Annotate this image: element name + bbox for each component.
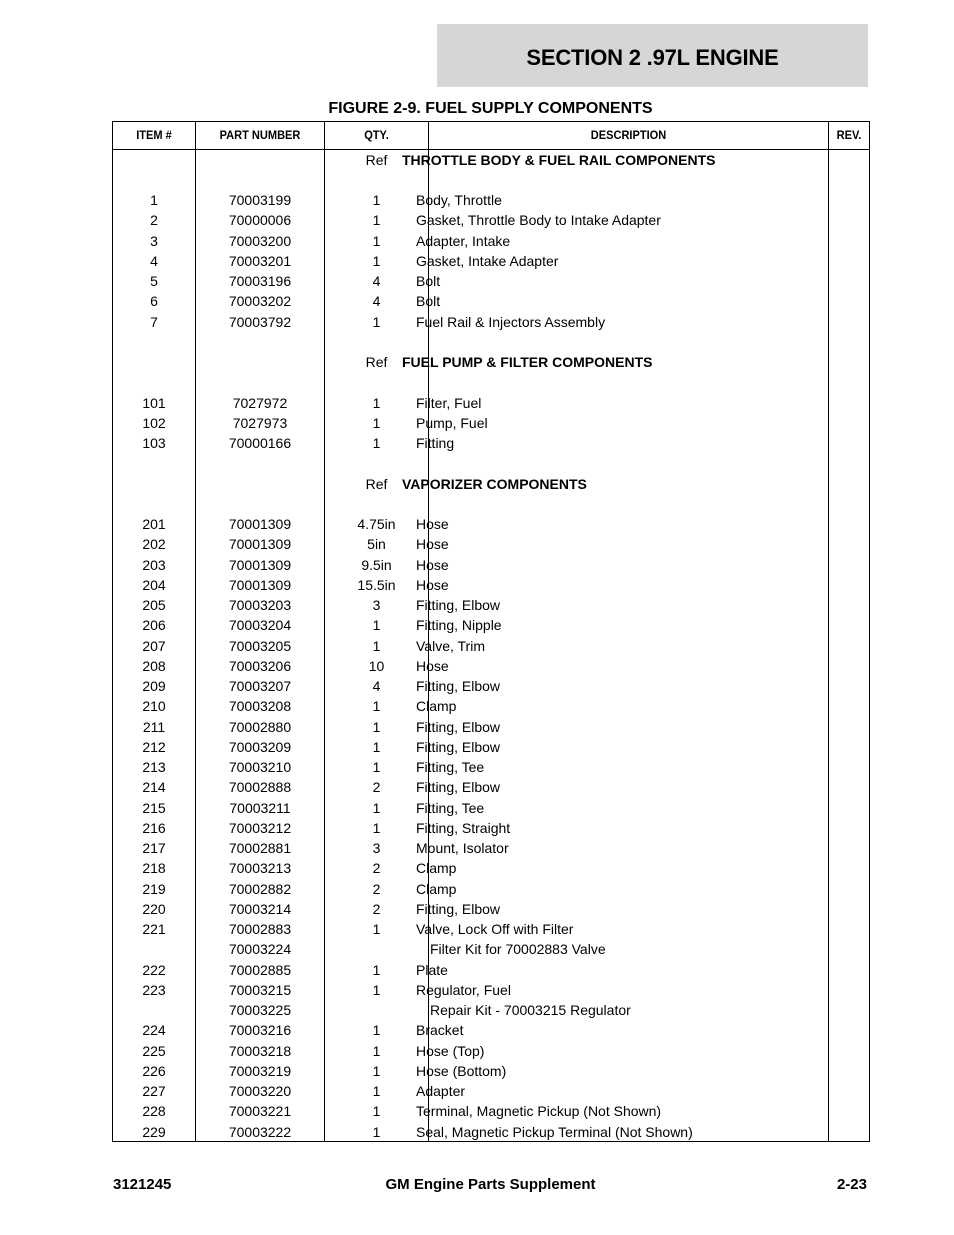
cell-description: Fitting, Elbow bbox=[416, 779, 501, 796]
cell-item: 219 bbox=[142, 880, 166, 897]
cell-item: 102 bbox=[142, 414, 166, 431]
table-row bbox=[113, 271, 869, 291]
cell-description: Hose bbox=[416, 556, 449, 573]
cell-item: 1 bbox=[150, 192, 158, 208]
table-row bbox=[113, 899, 869, 919]
cell-description: Fitting, Elbow bbox=[416, 738, 501, 755]
table-row bbox=[113, 1061, 869, 1081]
cell-description: Adapter bbox=[416, 1083, 466, 1099]
cell-part-number: 70001309 bbox=[228, 576, 292, 593]
cell-part-number: 70003200 bbox=[228, 232, 292, 249]
cell-qty: 1 bbox=[372, 1123, 381, 1140]
cell-part-number: 70003218 bbox=[228, 1042, 292, 1059]
cell-description: Gasket, Throttle Body to Intake Adapter bbox=[416, 212, 661, 229]
cell-item: 229 bbox=[142, 1123, 166, 1140]
table-row bbox=[113, 534, 869, 554]
cell-qty: 1 bbox=[372, 718, 381, 735]
cell-part-number: 70003219 bbox=[228, 1062, 292, 1079]
cell-description: Fitting, Straight bbox=[416, 819, 511, 836]
section-banner bbox=[437, 24, 868, 87]
cell-description: Hose (Top) bbox=[416, 1042, 485, 1059]
column-header-part-number: PART NUMBER bbox=[219, 128, 301, 142]
cell-description: Regulator, Fuel bbox=[416, 981, 511, 998]
cell-item: 224 bbox=[142, 1022, 166, 1039]
cell-part-number: 70003792 bbox=[228, 313, 292, 330]
cell-description: Bracket bbox=[416, 1022, 464, 1039]
table-row bbox=[113, 838, 869, 858]
cell-item: 6 bbox=[150, 293, 158, 310]
cell-part-number: 70003221 bbox=[228, 1103, 292, 1120]
cell-qty: 1 bbox=[372, 961, 381, 978]
table-section-heading bbox=[113, 150, 869, 170]
cell-part-number: 70003209 bbox=[228, 738, 292, 755]
cell-item: 223 bbox=[142, 981, 166, 998]
cell-item: 227 bbox=[142, 1083, 166, 1099]
cell-part-number: 70000166 bbox=[228, 435, 292, 451]
table-row bbox=[113, 980, 869, 1000]
cell-part-number: 70001309 bbox=[228, 556, 292, 573]
table-row bbox=[113, 1122, 869, 1142]
cell-item: 7 bbox=[150, 313, 158, 330]
cell-item: 212 bbox=[142, 738, 166, 755]
table-row bbox=[113, 919, 869, 939]
cell-qty: 2 bbox=[372, 779, 381, 796]
cell-part-number: 70001309 bbox=[228, 536, 292, 553]
cell-part-number: 70002885 bbox=[228, 961, 292, 978]
cell-part-number: 70002880 bbox=[228, 718, 292, 735]
cell-description: Clamp bbox=[416, 880, 457, 897]
cell-qty: 2 bbox=[372, 860, 381, 877]
footer-doc-number: 3121245 bbox=[113, 1176, 172, 1193]
cell-description: Valve, Lock Off with Filter bbox=[416, 921, 574, 937]
table-row bbox=[113, 818, 869, 838]
cell-description: Fitting, Tee bbox=[416, 799, 485, 816]
table-row bbox=[113, 676, 869, 696]
cell-description: Hose bbox=[416, 657, 449, 674]
cell-item: 2 bbox=[150, 212, 158, 229]
cell-part-number: 70003212 bbox=[228, 819, 292, 836]
table-row bbox=[113, 312, 869, 332]
table-row bbox=[113, 737, 869, 757]
cell-item: 222 bbox=[142, 961, 166, 978]
cell-item: 208 bbox=[142, 657, 166, 674]
table-row bbox=[113, 210, 869, 230]
cell-qty: 1 bbox=[372, 738, 381, 755]
cell-qty: 1 bbox=[372, 921, 381, 937]
table-row bbox=[113, 291, 869, 311]
table-row bbox=[113, 251, 869, 271]
cell-qty: 4.75in bbox=[357, 516, 396, 532]
footer-doc-title: GM Engine Parts Supplement bbox=[385, 1176, 596, 1193]
cell-part-number: 70003216 bbox=[228, 1022, 292, 1039]
cell-qty: 2 bbox=[372, 900, 381, 917]
table-row bbox=[113, 231, 869, 251]
cell-description: Hose (Bottom) bbox=[416, 1062, 507, 1079]
cell-item: 206 bbox=[142, 617, 166, 634]
table-row bbox=[113, 636, 869, 656]
cell-part-number: 70002881 bbox=[228, 840, 292, 856]
footer-page-number: 2-23 bbox=[836, 1176, 867, 1193]
cell-qty: 1 bbox=[372, 759, 381, 775]
cell-description: Fitting, Tee bbox=[416, 759, 485, 775]
cell-description: Clamp bbox=[416, 860, 457, 877]
cell-part-number: 70003213 bbox=[228, 860, 292, 877]
cell-qty: 1 bbox=[372, 192, 381, 208]
cell-item: 209 bbox=[142, 678, 166, 694]
cell-qty: 4 bbox=[372, 293, 381, 310]
cell-item: 5 bbox=[150, 273, 158, 289]
cell-qty: Ref bbox=[365, 151, 388, 168]
cell-part-number: 70003222 bbox=[228, 1123, 292, 1140]
cell-description: Fitting, Nipple bbox=[416, 617, 502, 634]
cell-qty: 3 bbox=[372, 840, 381, 856]
table-row bbox=[113, 757, 869, 777]
cell-qty: 1 bbox=[372, 981, 381, 998]
table-row bbox=[113, 190, 869, 210]
cell-qty: 2 bbox=[372, 880, 381, 897]
cell-description: Hose bbox=[416, 576, 449, 593]
table-row bbox=[113, 1000, 869, 1020]
cell-description: Valve, Trim bbox=[416, 637, 485, 654]
cell-qty: 1 bbox=[372, 819, 381, 836]
cell-part-number: 70003208 bbox=[228, 698, 292, 715]
cell-qty: 1 bbox=[372, 435, 381, 451]
cell-qty: 4 bbox=[372, 678, 381, 694]
cell-qty: 1 bbox=[372, 1062, 381, 1079]
table-row bbox=[113, 798, 869, 818]
cell-description: Repair Kit - 70003215 Regulator bbox=[430, 1002, 631, 1018]
cell-item: 228 bbox=[142, 1103, 166, 1120]
cell-qty: 5in bbox=[367, 536, 386, 553]
cell-part-number: 70003215 bbox=[228, 981, 292, 998]
cell-part-number: 70001309 bbox=[228, 516, 292, 532]
cell-description: Fitting, Elbow bbox=[416, 597, 501, 613]
cell-item: 3 bbox=[150, 232, 158, 249]
cell-qty: 1 bbox=[372, 414, 381, 431]
cell-description: Fitting bbox=[416, 435, 455, 451]
cell-description: Gasket, Intake Adapter bbox=[416, 252, 559, 269]
cell-item: 225 bbox=[142, 1042, 166, 1059]
cell-description: Mount, Isolator bbox=[416, 840, 509, 856]
cell-part-number: 7027972 bbox=[232, 394, 288, 411]
cell-description: Hose bbox=[416, 516, 449, 532]
cell-part-number: 70000006 bbox=[228, 212, 292, 229]
table-row bbox=[113, 514, 869, 534]
table-row bbox=[113, 575, 869, 595]
cell-item: 217 bbox=[142, 840, 166, 856]
table-row bbox=[113, 656, 869, 676]
cell-part-number: 70003220 bbox=[228, 1083, 292, 1099]
table-row bbox=[113, 413, 869, 433]
cell-part-number: 70002882 bbox=[228, 880, 292, 897]
cell-item: 210 bbox=[142, 698, 166, 715]
cell-description: Fitting, Elbow bbox=[416, 678, 501, 694]
cell-description: Filter Kit for 70002883 Valve bbox=[430, 941, 606, 958]
cell-description: Plate bbox=[416, 961, 448, 978]
cell-part-number: 70003224 bbox=[228, 941, 292, 958]
parts-table bbox=[112, 121, 870, 1142]
cell-part-number: 70002883 bbox=[228, 921, 292, 937]
cell-description: Adapter, Intake bbox=[416, 232, 511, 249]
cell-item: 215 bbox=[142, 799, 166, 816]
cell-qty: 10 bbox=[368, 657, 385, 674]
cell-part-number: 70003210 bbox=[228, 759, 292, 775]
cell-part-number: 70003206 bbox=[228, 657, 292, 674]
table-row bbox=[113, 777, 869, 797]
cell-item: 205 bbox=[142, 597, 166, 613]
column-header-item: ITEM # bbox=[136, 128, 172, 142]
cell-description: Body, Throttle bbox=[416, 192, 502, 208]
cell-qty: Ref bbox=[365, 475, 388, 492]
cell-part-number: 70003214 bbox=[228, 900, 292, 917]
table-row bbox=[113, 393, 869, 413]
cell-qty: 1 bbox=[372, 617, 381, 634]
cell-qty: 1 bbox=[372, 799, 381, 816]
table-row bbox=[113, 879, 869, 899]
table-row bbox=[113, 858, 869, 878]
cell-qty: 1 bbox=[372, 313, 381, 330]
cell-description: Bolt bbox=[416, 273, 441, 289]
table-row bbox=[113, 555, 869, 575]
column-header-qty: QTY. bbox=[364, 128, 389, 142]
table-row bbox=[113, 433, 869, 453]
cell-description: Hose bbox=[416, 536, 449, 553]
cell-qty: 1 bbox=[372, 1022, 381, 1039]
cell-part-number: 70003203 bbox=[228, 597, 292, 613]
cell-item: 203 bbox=[142, 556, 166, 573]
cell-part-number: 70003211 bbox=[229, 799, 291, 816]
cell-part-number: 70003202 bbox=[228, 293, 292, 310]
cell-description: Seal, Magnetic Pickup Terminal (Not Shown) bbox=[416, 1123, 693, 1140]
cell-description: Fitting, Elbow bbox=[416, 900, 501, 917]
cell-item: 204 bbox=[142, 576, 166, 593]
cell-part-number: 70003205 bbox=[228, 637, 292, 654]
cell-qty: 3 bbox=[372, 597, 381, 613]
cell-qty: Ref bbox=[365, 354, 388, 370]
section-title: SECTION 2 .97L ENGINE bbox=[526, 44, 779, 70]
cell-item: 218 bbox=[142, 860, 166, 877]
cell-item: 221 bbox=[142, 921, 166, 937]
table-row bbox=[113, 1081, 869, 1101]
table-row bbox=[113, 1041, 869, 1061]
table-section-heading bbox=[113, 352, 869, 372]
cell-part-number: 7027973 bbox=[232, 414, 288, 431]
cell-qty: 1 bbox=[372, 232, 381, 249]
cell-part-number: 70003204 bbox=[228, 617, 292, 634]
cell-description: Terminal, Magnetic Pickup (Not Shown) bbox=[416, 1103, 662, 1120]
cell-qty: 1 bbox=[372, 698, 381, 715]
cell-item: 213 bbox=[142, 759, 166, 775]
cell-part-number: 70003201 bbox=[228, 252, 292, 269]
cell-item: 101 bbox=[142, 394, 166, 411]
cell-description: THROTTLE BODY & FUEL RAIL COMPONENTS bbox=[402, 151, 716, 168]
figure-title: FIGURE 2-9. FUEL SUPPLY COMPONENTS bbox=[328, 100, 653, 117]
cell-item: 216 bbox=[142, 819, 166, 836]
cell-part-number: 70003207 bbox=[228, 678, 292, 694]
table-row bbox=[113, 696, 869, 716]
cell-qty: 1 bbox=[372, 637, 381, 654]
cell-item: 226 bbox=[142, 1062, 166, 1079]
cell-description: Clamp bbox=[416, 698, 457, 715]
cell-item: 4 bbox=[150, 252, 158, 269]
cell-item: 220 bbox=[142, 900, 166, 917]
cell-qty: 1 bbox=[372, 394, 381, 411]
cell-description: Bolt bbox=[416, 293, 441, 310]
cell-item: 211 bbox=[142, 718, 166, 735]
cell-qty: 1 bbox=[372, 1042, 381, 1059]
cell-description: Filter, Fuel bbox=[416, 394, 482, 411]
cell-item: 202 bbox=[142, 536, 166, 553]
cell-qty: 1 bbox=[372, 212, 381, 229]
table-row bbox=[113, 1020, 869, 1040]
cell-item: 214 bbox=[142, 779, 166, 796]
cell-description: Fuel Rail & Injectors Assembly bbox=[416, 313, 606, 330]
table-row bbox=[113, 939, 869, 959]
cell-qty: 15.5in bbox=[357, 576, 396, 593]
table-row bbox=[113, 1101, 869, 1121]
table-row bbox=[113, 960, 869, 980]
cell-qty: 1 bbox=[372, 252, 381, 269]
cell-description: Fitting, Elbow bbox=[416, 718, 501, 735]
table-section-heading bbox=[113, 474, 869, 494]
column-header-rev: REV. bbox=[836, 128, 862, 142]
cell-description: VAPORIZER COMPONENTS bbox=[402, 475, 587, 492]
cell-part-number: 70002888 bbox=[228, 779, 292, 796]
cell-part-number: 70003196 bbox=[228, 273, 292, 289]
cell-qty: 1 bbox=[372, 1103, 381, 1120]
cell-qty: 9.5in bbox=[361, 556, 392, 573]
cell-item: 207 bbox=[142, 637, 166, 654]
cell-description: FUEL PUMP & FILTER COMPONENTS bbox=[402, 354, 653, 370]
cell-part-number: 70003199 bbox=[228, 192, 292, 208]
cell-item: 103 bbox=[142, 435, 166, 451]
table-row bbox=[113, 615, 869, 635]
cell-part-number: 70003225 bbox=[228, 1002, 292, 1018]
cell-qty: 1 bbox=[372, 1083, 381, 1099]
table-row bbox=[113, 595, 869, 615]
cell-description: Pump, Fuel bbox=[416, 414, 488, 431]
cell-item: 201 bbox=[142, 516, 166, 532]
table-row bbox=[113, 717, 869, 737]
column-header-description: DESCRIPTION bbox=[590, 128, 667, 142]
cell-qty: 4 bbox=[372, 273, 381, 289]
